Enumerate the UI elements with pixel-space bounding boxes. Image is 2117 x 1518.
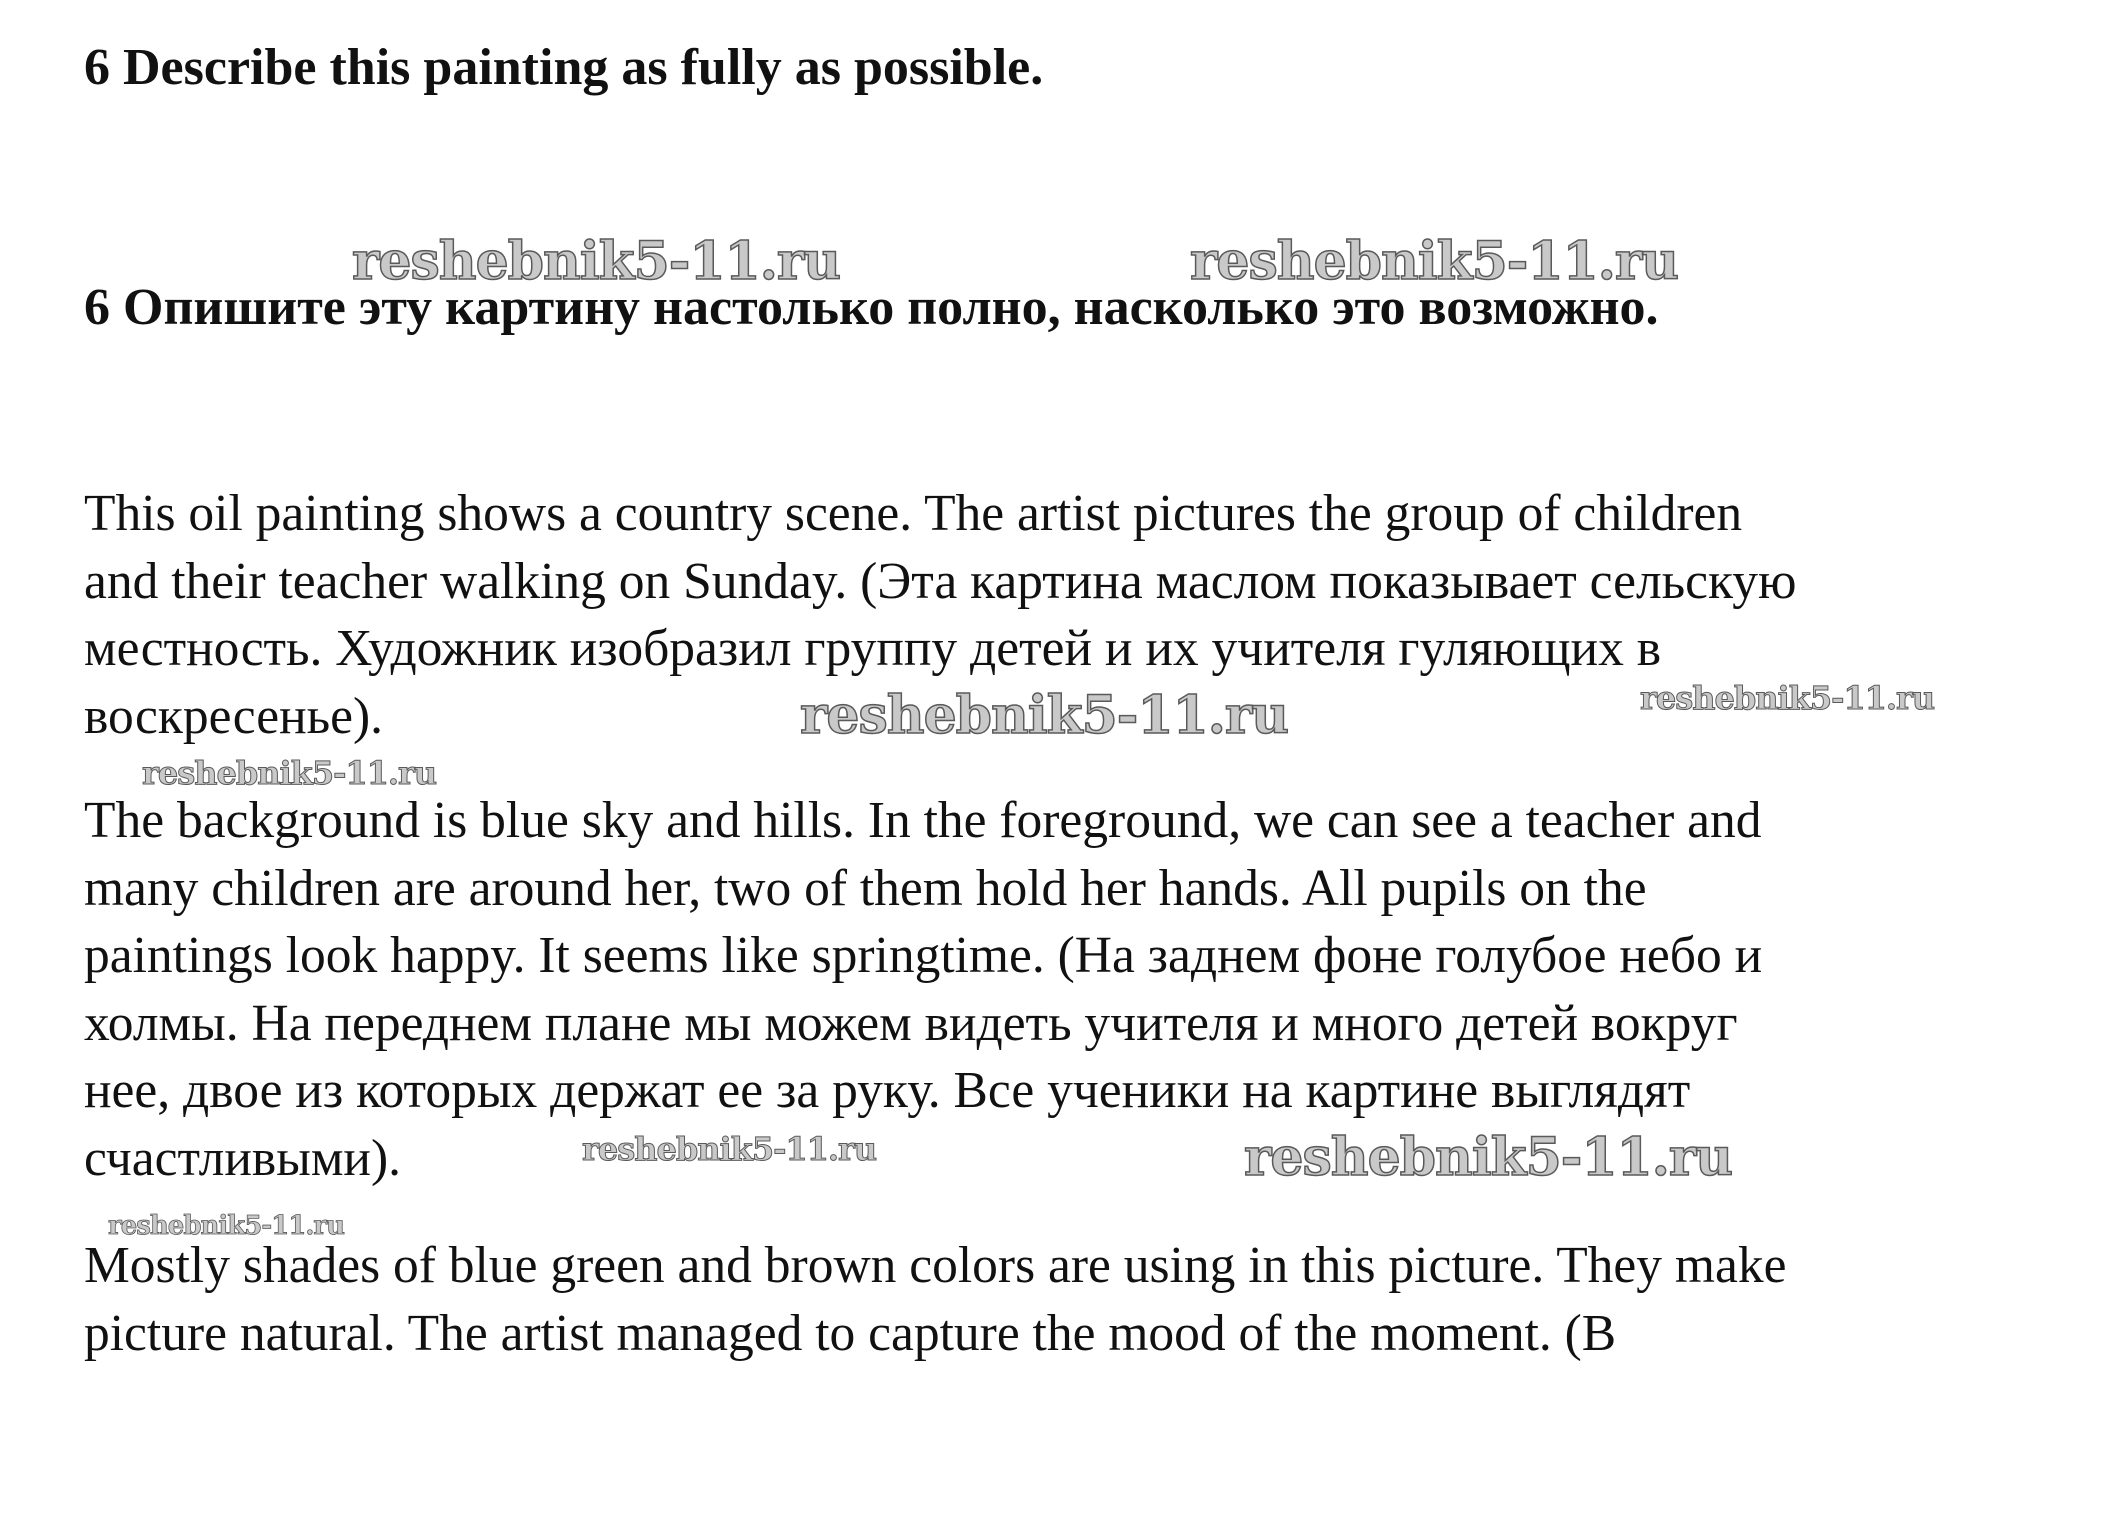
watermark: reshebnik5-11.ru (108, 1211, 345, 1241)
paragraph-line: picture natural. The artist managed to capture the mood of the moment. (В (84, 1304, 1617, 1362)
paragraph-line: холмы. На переднем плане мы можем видеть учителя и много детей вокруг (84, 994, 1738, 1052)
task-heading-russian: 6 Опишите эту картину настолько полно, насколько это возможно. (84, 279, 1659, 336)
watermark: reshebnik5-11.ru (1190, 231, 1679, 292)
paragraph-line: and their teacher walking on Sunday. (Эта картина маслом показывает сельскую (84, 552, 1797, 610)
paragraph-line: воскресенье). (84, 687, 384, 745)
task-heading-english: 6 Describe this painting as fully as possible. (84, 39, 1044, 96)
watermark: reshebnik5-11.ru (352, 231, 841, 292)
watermark: reshebnik5-11.ru (582, 1130, 877, 1168)
answer-paragraph-3 (84, 1232, 1786, 1367)
paragraph-line: This oil painting shows a country scene. The artist pictures the group of children (84, 485, 1743, 542)
paragraph-line: paintings look happy. It seems like springtime. (На заднем фоне голубое небо и (84, 927, 1763, 984)
paragraph-line: местность. Художник изобразил группу детей и их учителя гуляющих в (84, 620, 1662, 677)
paragraph-line: Mostly shades of blue green and brown colors are using in this picture. They make (84, 1237, 1787, 1294)
paragraph-line: many children are around her, two of them hold her hands. All pupils on the (84, 859, 1647, 917)
watermark: reshebnik5-11.ru (1244, 1127, 1733, 1188)
watermark: reshebnik5-11.ru (800, 685, 1289, 746)
watermark: reshebnik5-11.ru (142, 754, 437, 792)
paragraph-line: The background is blue sky and hills. In the foreground, we can see a teacher and (84, 792, 1762, 849)
watermark: reshebnik5-11.ru (1640, 679, 1935, 717)
paragraph-line: нее, двое из которых держат ее за руку. Все ученики на картине выглядят (84, 1062, 1691, 1119)
paragraph-line: счастливыми). (84, 1129, 402, 1187)
